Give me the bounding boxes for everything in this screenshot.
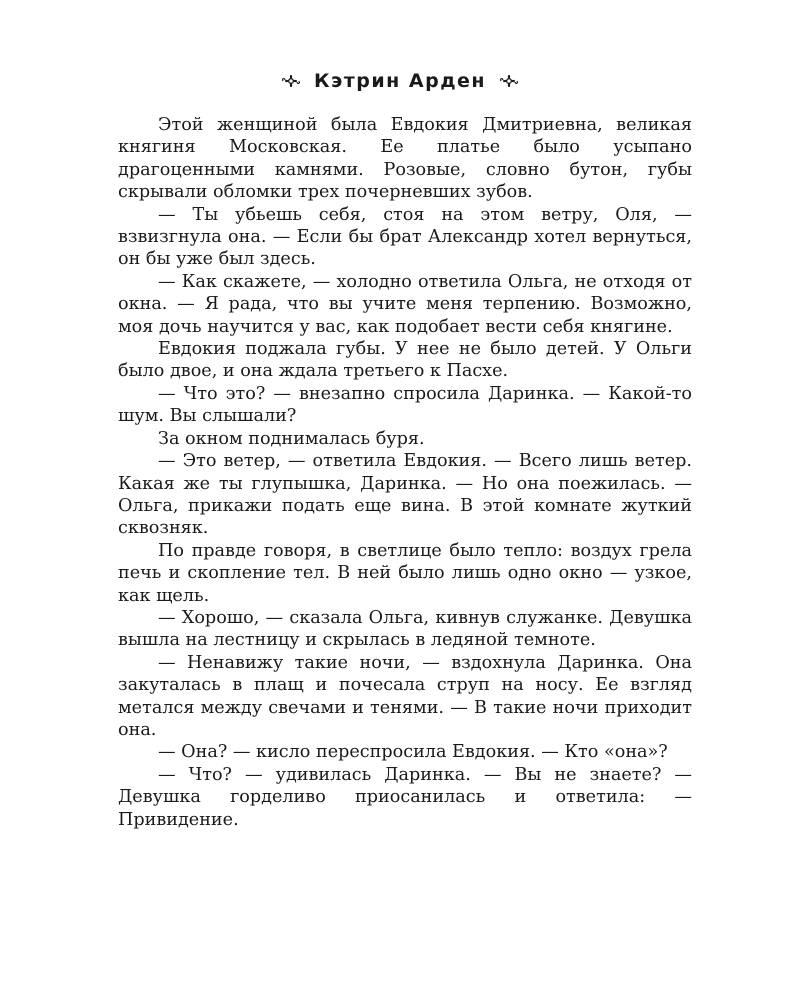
floral-ornament-icon [498, 73, 520, 89]
paragraph: По правде говоря, в светлице было тепло: воздух грела печь и скопление тел. В ней было лишь одно окно — узкое, как щель. [118, 540, 692, 606]
paragraph: Евдокия поджала губы. У нее не было детей. У Ольги было двое, и она ждала третьего к Пасхе. [118, 339, 692, 382]
paragraph: — Это ветер, — ответила Евдокия. — Всего лишь ветер. Какая же ты глупышка, Даринка. — Но она поежилась. — Ольга, прикажи подать еще вина. В этой комнате жуткий сквозняк. [118, 451, 692, 539]
author-name: Кэтрин Арден [313, 70, 487, 92]
paragraph: — Ненавижу такие ночи, — вздохнула Даринка. Она закуталась в плащ и почесала струп на носу. Ее взгляд метался между свечами и тенями. — В такие ночи приходит она. [118, 652, 692, 740]
paragraph: — Хорошо, — сказала Ольга, кивнув служанке. Девушка вышла на лестницу и скрылась в ледяной темноте. [118, 607, 692, 651]
body-text [118, 114, 692, 831]
running-header [0, 66, 800, 96]
paragraph: Этой женщиной была Евдокия Дмитриевна, великая княгиня Московская. Ее платье было усыпано драгоценными камнями. Розовые, словно бутон, губы скрывали обломки трех почерневших зубов. [118, 115, 692, 203]
paragraph: — Что это? — внезапно спросила Даринка. — Какой-то шум. Вы слышали? [118, 383, 692, 427]
floral-ornament-icon [280, 73, 302, 89]
paragraph: — Что? — удивилась Даринка. — Вы не знаете? — Девушка горделиво приосанилась и ответила: — Привидение. [118, 764, 692, 830]
paragraph: — Как скажете, — холодно ответила Ольга, не отходя от окна. — Я рада, что вы учите меня терпению. Возможно, моя дочь научится у вас, как подобает вести себя княгине. [118, 271, 692, 337]
paragraph: — Ты убьешь себя, стоя на этом ветру, Оля, — взвизгнула она. — Если бы брат Александр хотел вернуться, он бы уже был здесь. [118, 204, 692, 270]
paragraph: — Она? — кисло переспросила Евдокия. — Кто «она»? [158, 742, 668, 763]
paragraph: За окном поднималась буря. [158, 428, 425, 449]
